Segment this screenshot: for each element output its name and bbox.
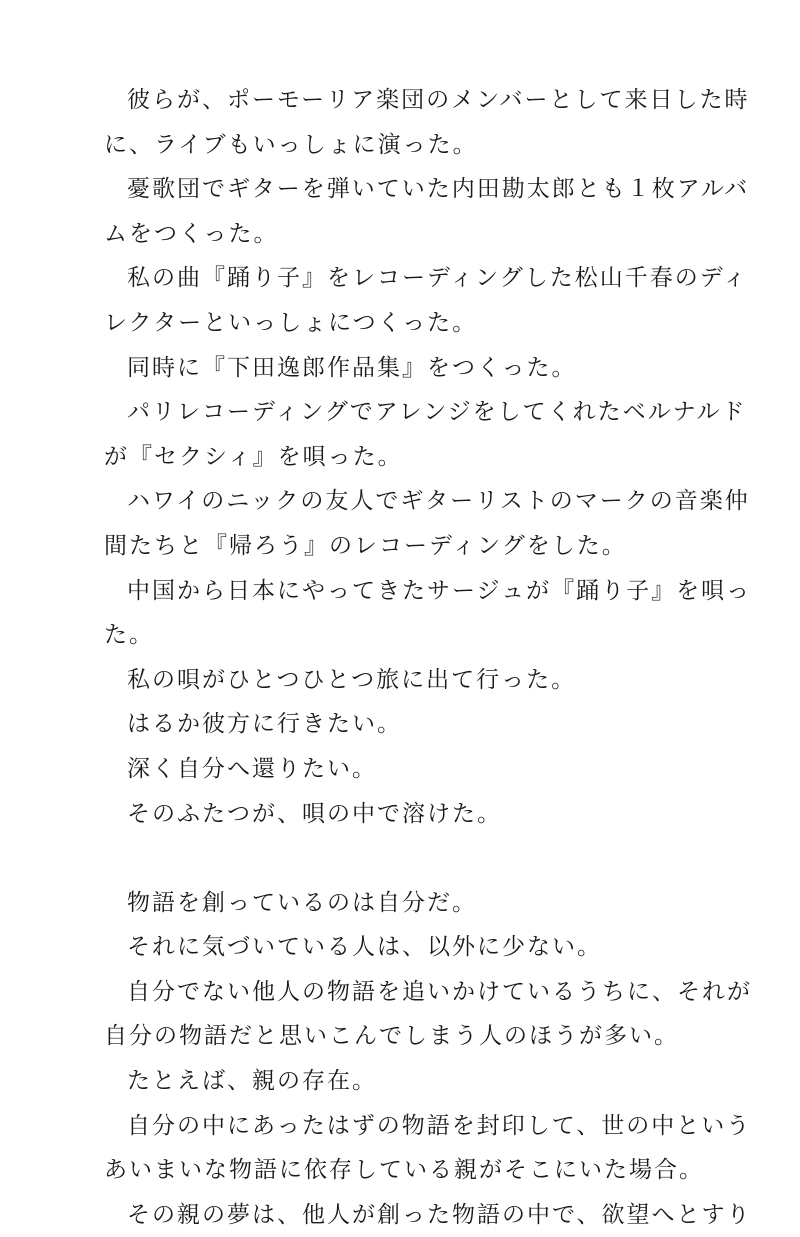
text-line: その親の夢は、他人が創った物語の中で、欲望へとすり [127, 1201, 752, 1228]
text-line: 同時に『下田逸郎作品集』をつくった。 [127, 354, 577, 381]
text-line: ムをつくった。 [104, 220, 279, 247]
text-line: 自分の物語だと思いこんでしまう人のほうが多い。 [104, 1023, 679, 1050]
text-line: 自分でない他人の物語を追いかけているうちに、それが [127, 978, 752, 1005]
text-line: 間たちと『帰ろう』のレコーディングをした。 [104, 532, 627, 559]
paragraph-gap [104, 836, 704, 881]
text-line: 私の唄がひとつひとつ旅に出て行った。 [127, 666, 577, 693]
text-line: それに気づいている人は、以外に少ない。 [127, 934, 602, 961]
text-line: はるか彼方に行きたい。 [127, 711, 402, 738]
text-line: レクターといっしょにつくった。 [104, 309, 478, 336]
text-line: が『セクシィ』を唄った。 [104, 443, 403, 470]
text-line: そのふたつが、唄の中で溶けた。 [127, 800, 502, 827]
text-line: パリレコーディングでアレンジをしてくれたベルナルド [127, 399, 747, 426]
text-line: 深く自分へ還りたい。 [127, 755, 377, 782]
text-line: 中国から日本にやってきたサージュが『踊り子』を唄っ [127, 577, 752, 604]
document-page [104, 78, 752, 1237]
text-line: あいまいな物語に依存している親がそこにいた場合。 [104, 1157, 704, 1184]
text-line: 自分の中にあったはずの物語を封印して、世の中という [127, 1112, 752, 1139]
text-line: 私の曲『踊り子』をレコーディングした松山千春のディ [127, 265, 748, 292]
text-line: 物語を創っているのは自分だ。 [127, 889, 477, 916]
text-line: に、ライブもいっしょに演った。 [104, 131, 478, 158]
text-line: 憂歌団でギターを弾いていた内田勘太郎とも１枚アルバ [127, 176, 750, 203]
text-line: ハワイのニックの友人でギターリストのマークの音楽仲 [127, 488, 750, 515]
text-line: 彼らが、ポーモーリア楽団のメンバーとして来日した時 [127, 87, 750, 113]
paragraph-block-1 [104, 78, 752, 836]
text-line: たとえば、親の存在。 [127, 1068, 377, 1095]
text-line: た。 [104, 622, 154, 649]
paragraph-block-2 [104, 881, 752, 1237]
